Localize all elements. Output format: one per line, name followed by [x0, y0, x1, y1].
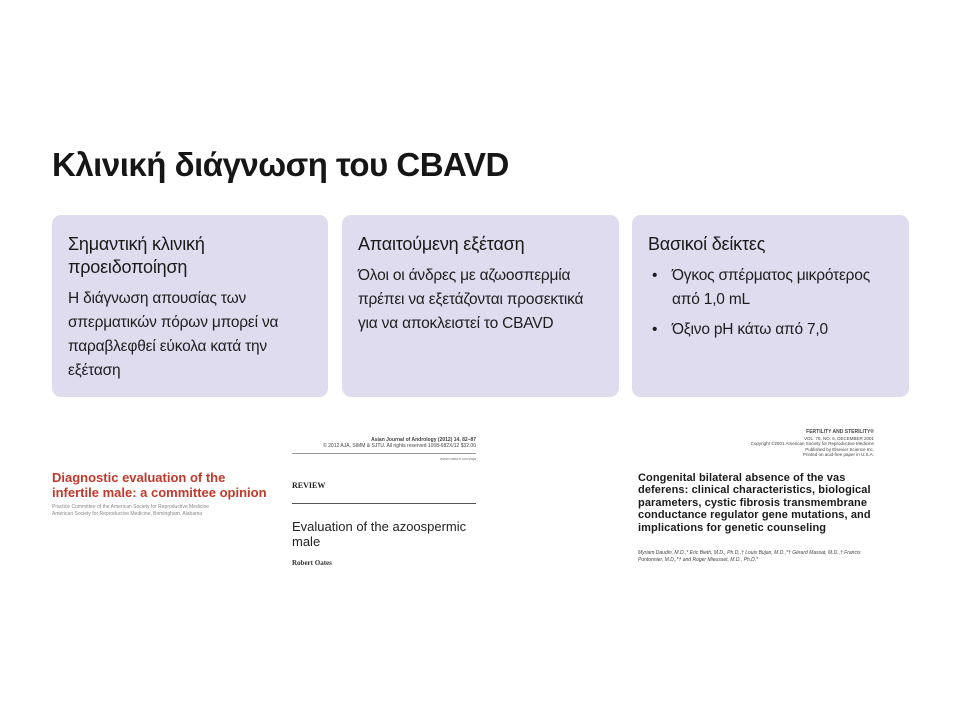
paper-title: Congenital bilateral absence of the vas deferens: clinical characteristics, biological parameters, cystic fibrosis transmembrane conductance regulator gene mutations, and implications for genetic counseling — [638, 471, 871, 534]
list-item — [648, 318, 895, 342]
divider — [292, 503, 476, 504]
indicator-list — [648, 264, 895, 342]
journal-header-line: VOL. 76, NO. 6, DECEMBER 2001 — [803, 435, 874, 441]
list-item — [648, 264, 895, 312]
bullet-icon: • — [652, 267, 658, 284]
divider — [292, 453, 476, 454]
paper-thumbnail-aja — [292, 437, 476, 567]
key-indicators-card — [632, 215, 909, 397]
clinical-warning-card — [52, 215, 328, 397]
paper-affiliation: Practice Committee of the American Society for Reproductive Medicine — [52, 504, 210, 510]
bullet-icon: • — [652, 321, 658, 338]
journal-name: Asian Journal of Andrology (2012) 14, 82–87 — [371, 437, 476, 443]
paper-thumbnail-fertil-steril — [638, 430, 874, 564]
paper-thumbnail-asrm — [52, 470, 272, 517]
journal-header-line: Copyright ©2001 American Society for Reproductive Medicine — [750, 441, 874, 446]
card-body: Η διάγνωση απουσίας των σπερματικών πόρων μπορεί να παραβλεφθεί εύκολα κατά την εξέταση — [68, 290, 279, 379]
paper-authors: Myriam Daudin, M.D.,* Eric Bieth, M.D., Ph.D.,† Louis Bujan, M.D.,*† Gérard Massat, M.D.,† Francis Pontonnier, M.D.,*† and Roger Mieusset, M.D., Ph.D.* — [638, 550, 861, 563]
journal-name: FERTILITY AND STERILITY® — [806, 429, 874, 435]
paper-title: Evaluation of the azoospermic male — [292, 519, 467, 549]
journal-url: www.nature.com/aja — [439, 456, 476, 461]
journal-header-line: Printed on acid-free paper in U.S.A. — [802, 452, 874, 457]
paper-author: Robert Oates — [292, 559, 332, 567]
journal-copyright: © 2012 AJA, SIMM & SJTU. All rights reserved 1008-682X/12 $32.00 — [323, 443, 476, 449]
list-item-text: Όξινο pH κάτω από 7,0 — [672, 321, 828, 338]
required-exam-card — [342, 215, 619, 397]
list-item-text: Όγκος σπέρματος μικρότερος από 1,0 mL — [672, 267, 870, 308]
card-body: Όλοι οι άνδρες με αζωοσπερμία πρέπει να εξετάζονται προσεκτικά για να αποκλειστεί το CBAVD — [358, 267, 584, 332]
card-heading: Σημαντική κλινική προειδοποίηση — [68, 234, 205, 277]
card-heading: Βασικοί δείκτες — [648, 234, 766, 254]
paper-title: Diagnostic evaluation of the infertile male: a committee opinion — [52, 470, 267, 500]
journal-header-line: Published by Elsevier Science Inc. — [805, 446, 874, 452]
paper-affiliation: American Society for Reproductive Medicine, Birmingham, Alabama — [52, 511, 203, 517]
card-heading: Απαιτούμενη εξέταση — [358, 234, 525, 254]
article-type: REVIEW — [292, 481, 326, 490]
slide-title: Κλινική διάγνωση του CBAVD — [52, 146, 509, 183]
